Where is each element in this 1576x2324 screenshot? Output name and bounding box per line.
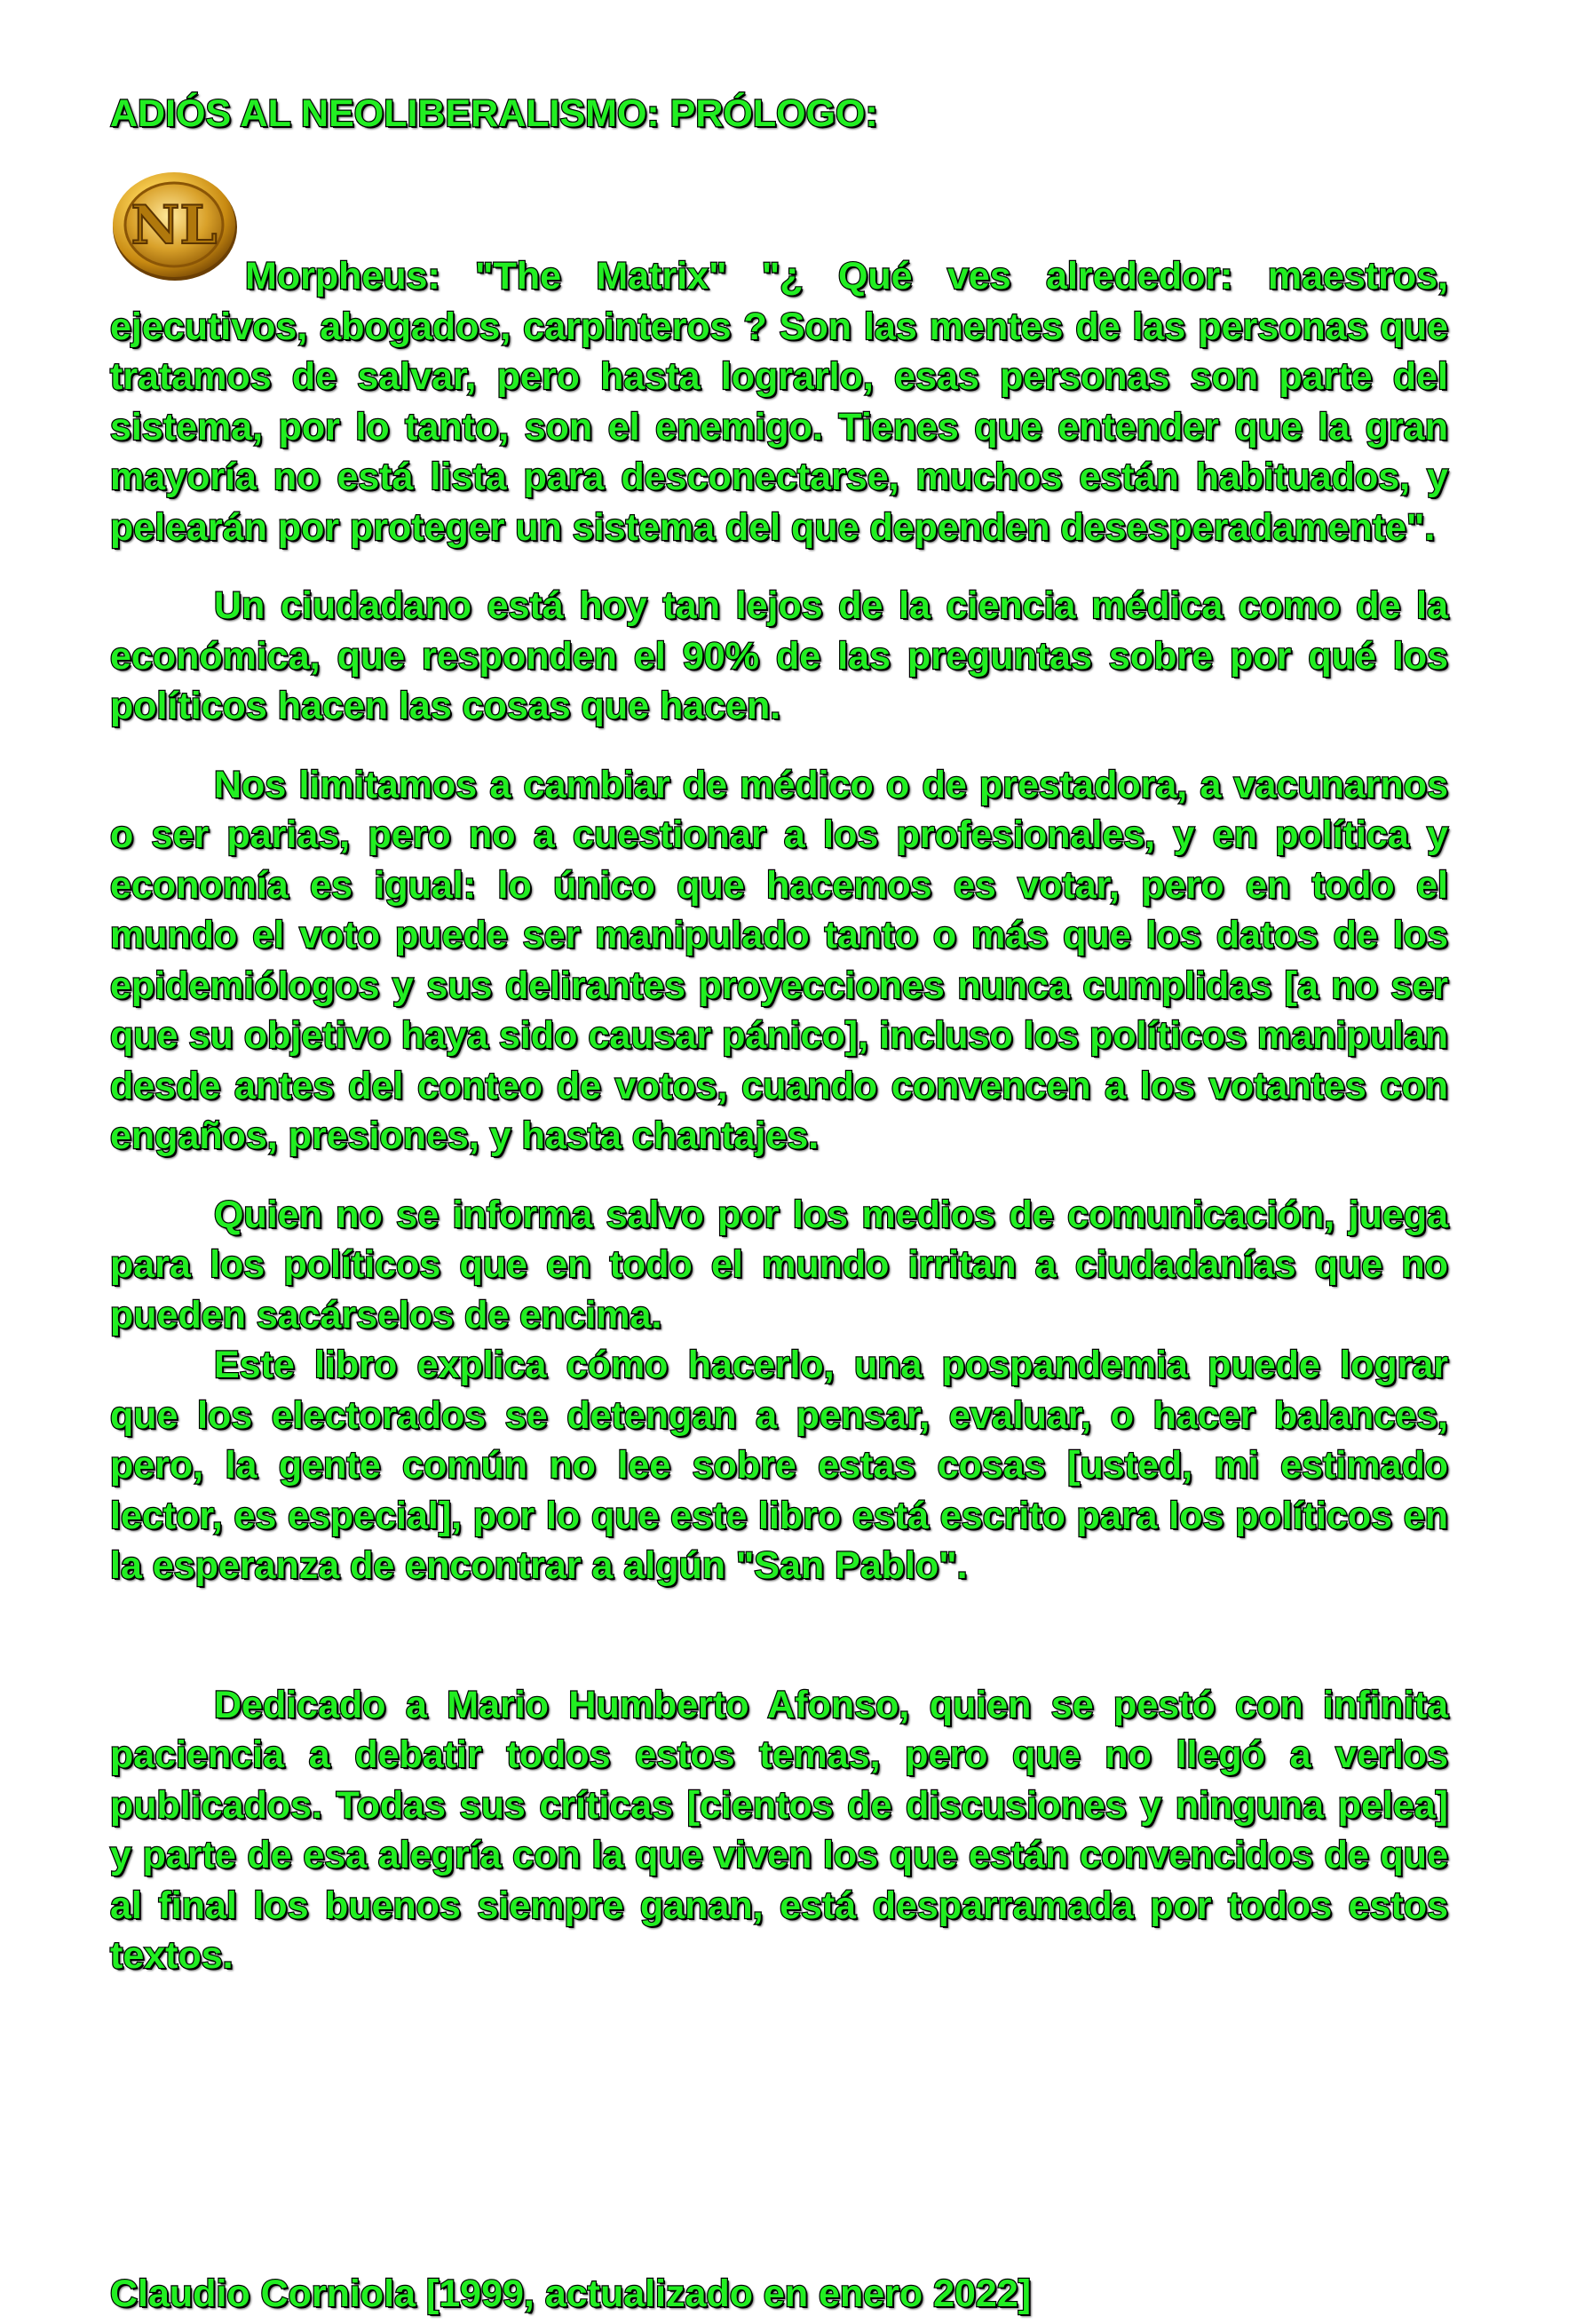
author-signature: Claudio Corniola [1999, actualizado en enero 2022] bbox=[110, 2272, 1032, 2315]
paragraph-voting-manipulation: Nos limitamos a cambiar de médico o de prestadora, a vacunarnos o ser parias, pero no a cuestionar a los profesionales, y en política y economía es igual: lo único que hacemos es votar, pero en todo el mundo el voto puede ser manipulado tanto o más que los datos de los epidemiólogos y sus delirantes proyecciones nunca cumplidas [a no ser que su objetivo haya sido causar pánico], incluso los políticos manipulan desde antes del conteo de votos, cuando convencen a los votantes con engaños, presiones, y hasta chantajes. bbox=[110, 763, 1448, 1157]
paragraph-matrix-quote: Morpheus: "The Matrix" "¿ Qué ves alrededor: maestros, ejecutivos, abogados, carpinteros ? Son las mentes de las personas que tratamos de salvar, pero hasta lograrlo, esas personas son parte del sistema, por lo tanto, son el enemigo. Tienes que entender que la gran mayoría no está lista para desconectarse, muchos están habituados, y pelearán por proteger un sistema del que dependen desesperadamente". bbox=[110, 255, 1448, 549]
dedication-name: Dedicado a Mario Humberto Afonso bbox=[214, 1683, 899, 1726]
prologue-body bbox=[110, 251, 1448, 1981]
paragraph-book-purpose: Este libro explica cómo hacerlo, una pospandemia puede lograr que los electorados se detengan a pensar, evaluar, o hacer balances, pero, la gente común no lee sobre estas cosas [usted, mi estimado lector, es especial], por lo que este libro está escrito para los políticos en la esperanza de encontrar a algún "San Pablo". bbox=[110, 1344, 1448, 1587]
paragraph-media: Quien no se informa salvo por los medios de comunicación, juega para los políticos que en todo el mundo irritan a ciudadanías que no pueden sacárselos de encima. bbox=[110, 1193, 1448, 1336]
svg-text:NL: NL bbox=[131, 194, 218, 257]
dedication-text: , quien se pestó con infinita paciencia a debatir todos estos temas, pero que no llegó a verlos publicados. Todas sus críticas [cientos de discusiones y ninguna pelea] y parte de esa alegría con la que viven los que están convencidos de que al final los buenos siempre ganan, está desparramada por todos estos textos. bbox=[110, 1683, 1449, 1977]
document-title: ADIÓS AL NEOLIBERALISMO: PRÓLOGO: bbox=[110, 92, 878, 135]
paragraph-citizen-science: Un ciudadano está hoy tan lejos de la ciencia médica como de la económica, que responden el 90% de las preguntas sobre por qué los políticos hacen las cosas que hacen. bbox=[110, 584, 1448, 727]
paragraph-dedication bbox=[110, 1680, 1448, 1981]
